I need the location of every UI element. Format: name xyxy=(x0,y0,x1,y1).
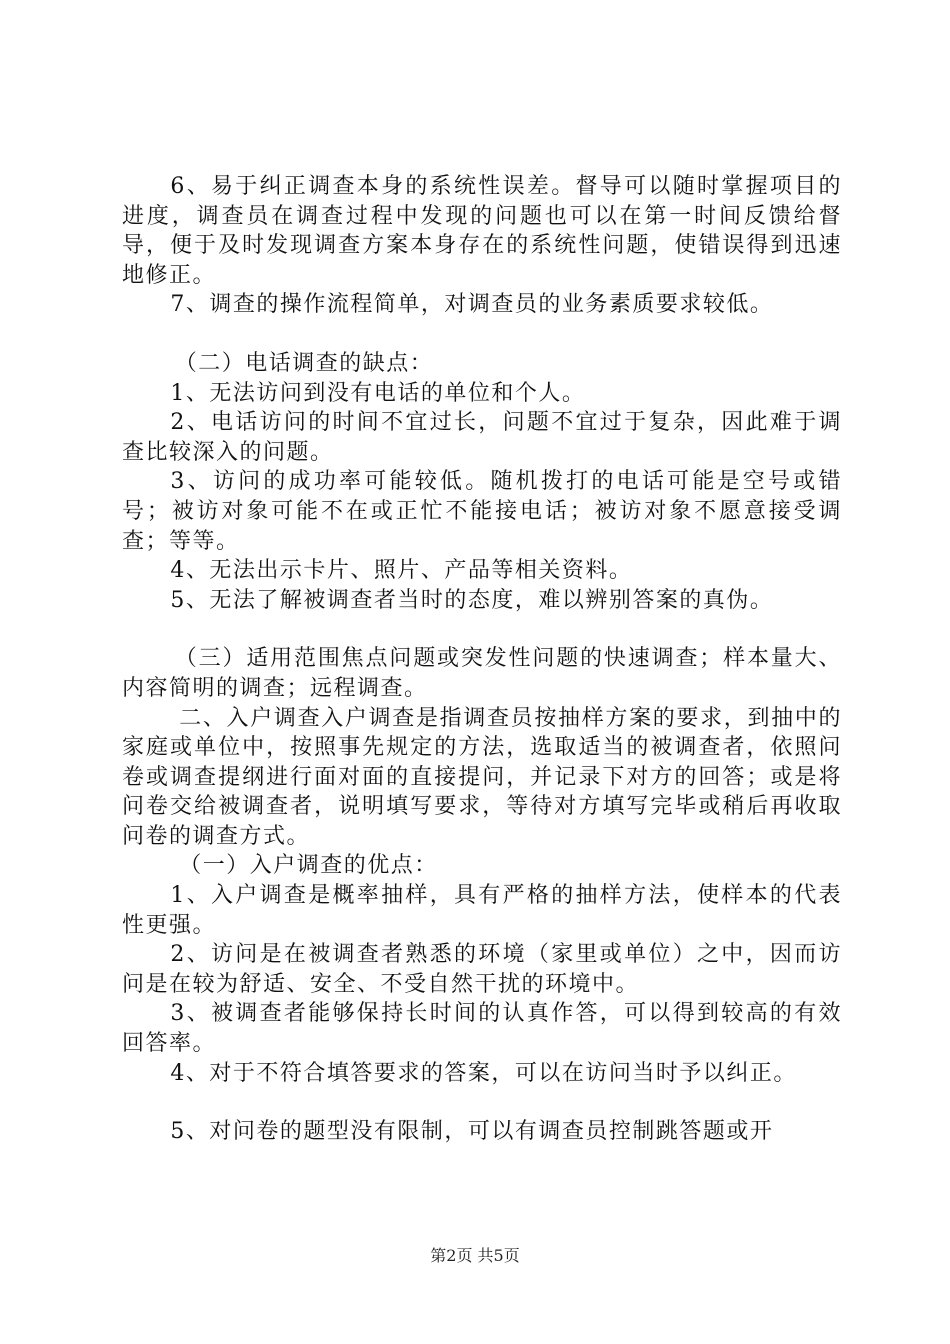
body-text xyxy=(122,172,842,1147)
section-heading-phone-disadvantages: （二）电话调查的缺点： xyxy=(174,350,434,376)
paragraph-adv-1: 1、入户调查是概率抽样，具有严格的抽样方法，使样本的代表性更强。 xyxy=(122,883,842,938)
paragraph-adv-5: 5、对问卷的题型没有限制，可以有调查员控制跳答题或开 xyxy=(170,1119,774,1145)
paragraph-disadv-3: 3、访问的成功率可能较低。随机拨打的电话可能是空号或错号；被访对象可能不在或正忙不能接电话；被访对象不愿意接受调查；等等。 xyxy=(122,469,842,554)
paragraph-gap xyxy=(122,320,842,349)
paragraph-disadv-4: 4、无法出示卡片、照片、产品等相关资料。 xyxy=(170,558,633,584)
paragraph-adv-2: 2、访问是在被调查者熟悉的环境（家里或单位）之中，因而访问是在较为舒适、安全、不受自然干扰的环境中。 xyxy=(122,942,842,997)
paragraph-disadv-2: 2、电话访问的时间不宜过长，问题不宜过于复杂，因此难于调查比较深入的问题。 xyxy=(122,410,842,465)
paragraph-adv-3: 3、被调查者能够保持长时间的认真作答，可以得到较高的有效回答率。 xyxy=(122,1001,842,1057)
page-footer: 第2页 共5页 xyxy=(430,1246,520,1265)
paragraph-gap xyxy=(122,615,842,644)
paragraph-disadv-5: 5、无法了解被调查者当时的态度，难以辨别答案的真伪。 xyxy=(170,587,774,613)
section-heading-scope: （三）适用范围焦点问题或突发性问题的快速调查；样本量大、内容简明的调查；远程调查。 xyxy=(122,646,842,701)
paragraph-adv-4: 4、对于不符合填答要求的答案，可以在访问当时予以纠正。 xyxy=(170,1060,797,1086)
paragraph-disadv-1: 1、无法访问到没有电话的单位和个人。 xyxy=(170,380,586,406)
paragraph-item-7: 7、调查的操作流程简单，对调查员的业务素质要求较低。 xyxy=(170,292,774,318)
section-heading-home-survey: 二、入户调查入户调查是指调查员按抽样方案的要求，到抽中的家庭或单位中，按照事先规定的方法，选取适当的被调查者，依照问卷或调查提纲进行面对面的直接提问，并记录下对方的回答；或是将问卷交给被调查者，说明填写要求，等待对方填写完毕或稍后再收取问卷的调查方式。 xyxy=(122,705,842,849)
section-heading-home-advantages: （一）入户调查的优点： xyxy=(179,853,438,879)
paragraph-gap xyxy=(122,1088,842,1117)
paragraph-item-6: 6、易于纠正调查本身的系统性误差。督导可以随时掌握项目的进度，调查员在调查过程中发现的问题也可以在第一时间反馈给督导，便于及时发现调查方案本身存在的系统性问题，使错误得到迅速地修正。 xyxy=(122,174,842,288)
